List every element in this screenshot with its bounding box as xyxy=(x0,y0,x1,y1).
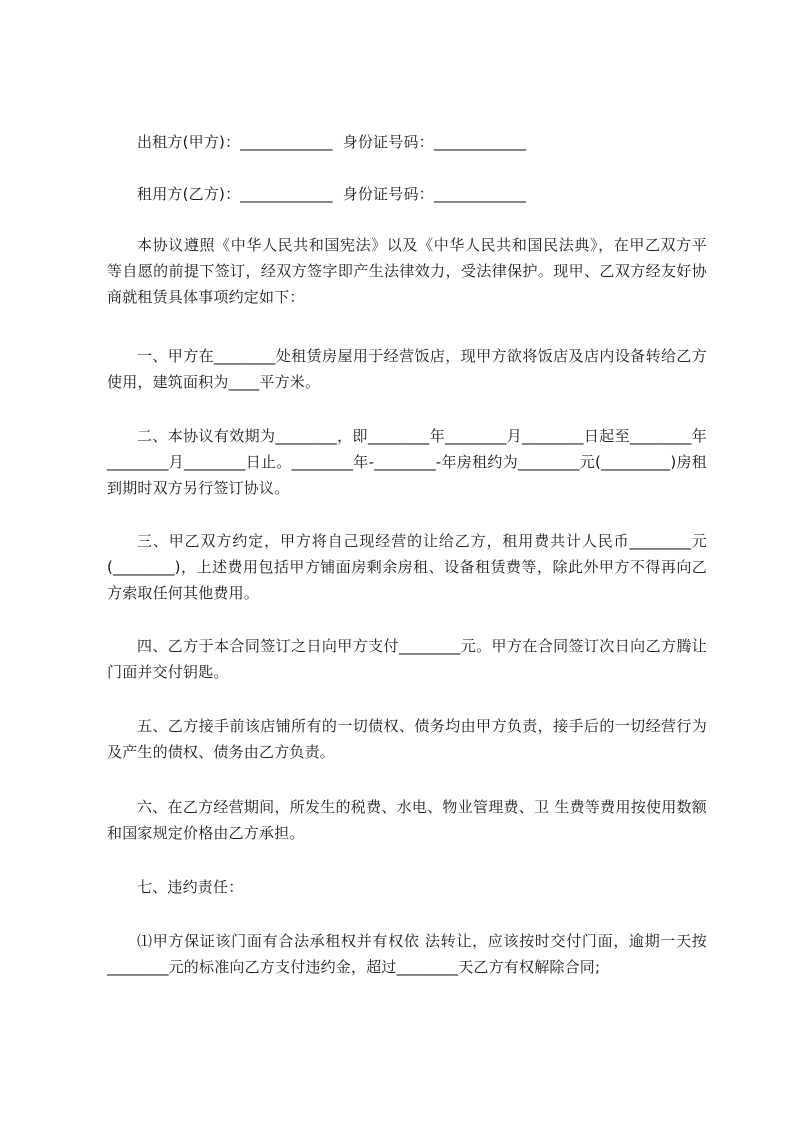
clause-3: 三、甲乙双方约定，甲方将自己现经营的让给乙方，租用费共计人民币________元(________)，上述费用包括甲方铺面房剩余房租、设备租赁费等，除此外甲方不得再向乙方索取任何其他费用。 xyxy=(107,532,707,602)
lessee-line: 租用方(乙方)：____________ 身份证号码：____________ xyxy=(137,185,527,203)
clause-7-item-1: ⑴甲方保证该门面有合法承租权并有权依 法转让，应该按时交付门面，逾期一天按________元的标准向乙方支付违约金，超过________天乙方有权解除合同; xyxy=(107,932,707,976)
lessor-line: 出租方(甲方)：____________ 身份证号码：____________ xyxy=(137,133,527,151)
clause-7-title: 七、违约责任： xyxy=(137,878,244,896)
clause-2: 二、本协议有效期为________，即________年________月________日起至________年________月________日止。________年-________-年房租约为________元(_________)房租到期时双方另行签订协议。 xyxy=(107,427,707,497)
clause-4: 四、乙方于本合同签订之日向甲方支付________元。甲方在合同签订次日向乙方腾让门面并交付钥匙。 xyxy=(107,637,707,681)
clause-6: 六、在乙方经营期间，所发生的税费、水电、物业管理费、卫 生费等费用按使用数额和国家规定价格由乙方承担。 xyxy=(107,798,707,842)
clause-1: 一、甲方在________处租赁房屋用于经营饭店，现甲方欲将饭店及店内设备转给乙方使用，建筑面积为____平方米。 xyxy=(107,347,707,391)
intro-paragraph: 本协议遵照《中华人民共和国宪法》以及《中华人民共和国民法典》，在甲乙双方平等自愿的前提下签订，经双方签字即产生法律效力，受法律保护。现甲、乙双方经友好协商就租赁具体事项约定如下： xyxy=(107,236,707,306)
clause-5: 五、乙方接手前该店铺所有的一切债权、债务均由甲方负责，接手后的一切经营行为及产生的债权、债务由乙方负责。 xyxy=(107,717,707,761)
